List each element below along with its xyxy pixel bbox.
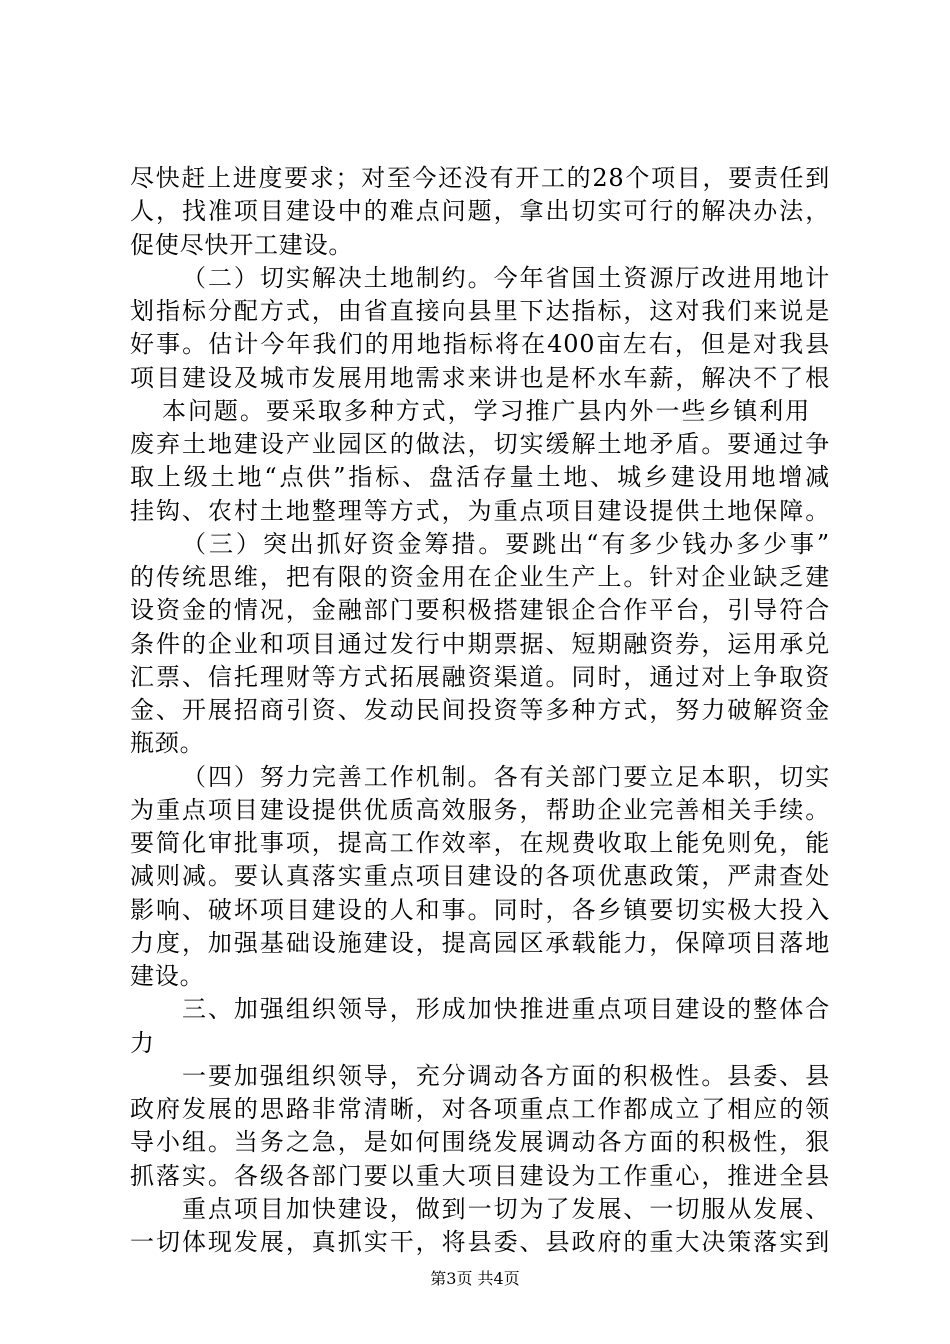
text-line: 汇票、信托理财等方式拓展融资渠道。同时，通过对上争取资 bbox=[130, 663, 830, 691]
text-line: 取上级土地“点供”指标、盘活存量土地、城乡建设用地增减 bbox=[130, 463, 830, 491]
text-line: 力度，加强基础设施建设，提高园区承载能力，保障项目落地 bbox=[130, 929, 830, 957]
text-line: 一要加强组织领导，充分调动各方面的积极性。县委、县 bbox=[182, 1062, 830, 1090]
text-line: 促使尽快开工建设。 bbox=[130, 231, 354, 259]
text-line: 划指标分配方式，由省直接向县里下达指标，这对我们来说是 bbox=[130, 297, 830, 325]
text-line: 一切体现发展，真抓实干，将县委、县政府的重大决策落实到 bbox=[130, 1228, 830, 1256]
text-line: 好事。估计今年我们的用地指标将在400亩左右，但是对我县 bbox=[130, 330, 830, 358]
text-line: 条件的企业和项目通过发行中期票据、短期融资券，运用承兑 bbox=[130, 630, 830, 658]
text-line: 抓落实。各级各部门要以重大项目建设为工作重心，推进全县 bbox=[130, 1162, 830, 1190]
text-line: 尽快赶上进度要求；对至今还没有开工的28个项目，要责任到 bbox=[130, 164, 830, 192]
text-line: 人，找准项目建设中的难点问题，拿出切实可行的解决办法， bbox=[130, 197, 830, 225]
text-line: 项目建设及城市发展用地需求来讲也是杯水车薪，解决不了根 bbox=[130, 364, 830, 392]
text-line: （三）突出抓好资金筹措。要跳出“有多少钱办多少事” bbox=[182, 530, 830, 558]
text-line: （二）切实解决土地制约。今年省国土资源厅改进用地计 bbox=[182, 264, 830, 292]
text-line: 设资金的情况，金融部门要积极搭建银企合作平台，引导符合 bbox=[130, 596, 830, 624]
text-line: 减则减。要认真落实重点项目建设的各项优惠政策，严肃查处 bbox=[130, 862, 830, 890]
text-line: 金、开展招商引资、发动民间投资等多种方式，努力破解资金 bbox=[130, 696, 830, 724]
text-line: 力 bbox=[130, 1029, 155, 1057]
text-line: 三、加强组织领导，形成加快推进重点项目建设的整体合 bbox=[182, 995, 830, 1023]
text-line: 重点项目加快建设，做到一切为了发展、一切服从发展、 bbox=[182, 1195, 830, 1223]
text-line: 的传统思维，把有限的资金用在企业生产上。针对企业缺乏建 bbox=[130, 563, 830, 591]
text-line: 废弃土地建设产业园区的做法，切实缓解土地矛盾。要通过争 bbox=[130, 430, 830, 458]
text-line: 导小组。当务之急，是如何围绕发展调动各方面的积极性，狠 bbox=[130, 1128, 830, 1156]
text-line: 本问题。要采取多种方式，学习推广县内外一些乡镇利用 bbox=[162, 397, 810, 425]
text-line: 瓶颈。 bbox=[130, 729, 205, 757]
text-line: 挂钩、农村土地整理等方式，为重点项目建设提供土地保障。 bbox=[130, 497, 830, 525]
text-line: 政府发展的思路非常清晰，对各项重点工作都成立了相应的领 bbox=[130, 1095, 830, 1123]
text-line: 要简化审批事项，提高工作效率，在规费收取上能免则免，能 bbox=[130, 829, 830, 857]
text-line: 建设。 bbox=[130, 962, 205, 990]
page-number-footer: 第3页 共4页 bbox=[430, 1269, 520, 1288]
text-line: 影响、破坏项目建设的人和事。同时，各乡镇要切实极大投入 bbox=[130, 896, 830, 924]
text-line: （四）努力完善工作机制。各有关部门要立足本职，切实 bbox=[182, 763, 830, 791]
text-line: 为重点项目建设提供优质高效服务，帮助企业完善相关手续。 bbox=[130, 796, 830, 824]
